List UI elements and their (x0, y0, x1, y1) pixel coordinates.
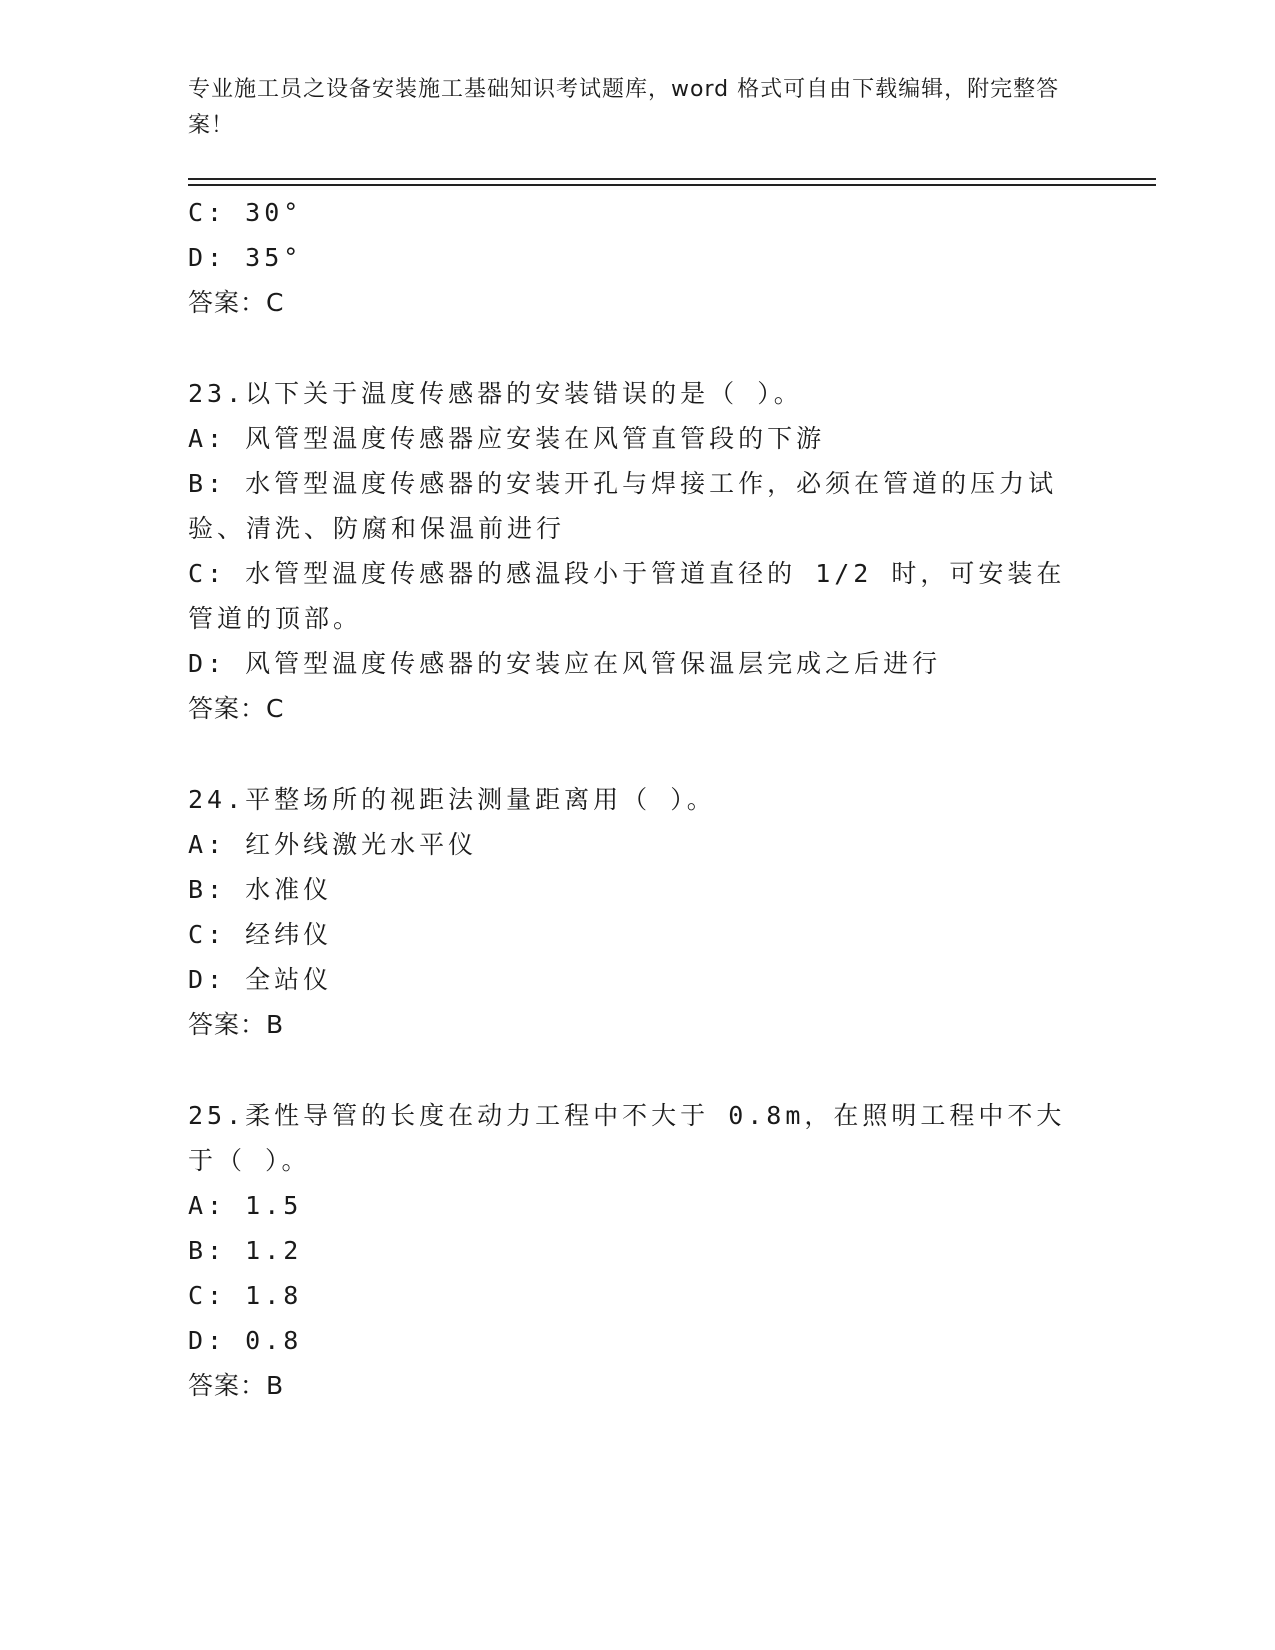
option-a: A: 1.5 (188, 1191, 303, 1220)
option-c: C: 1.8 (188, 1281, 303, 1310)
option-c: C: 水管型温度传感器的感温段小于管道直径的 1/2 时，可安装在管道的顶部。 (188, 559, 1066, 633)
question-stem: 25.柔性导管的长度在动力工程中不大于 0.8m，在照明工程中不大于（ ）。 (188, 1101, 1066, 1175)
question-stem: 23.以下关于温度传感器的安装错误的是（ ）。 (188, 379, 803, 408)
option-b: B: 水准仪 (188, 875, 333, 904)
option-b: B: 1.2 (188, 1236, 303, 1265)
option-d: D: 35° (188, 243, 303, 272)
question-25 (188, 1093, 1088, 1408)
option-d: D: 风管型温度传感器的安装应在风管保温层完成之后进行 (188, 649, 942, 678)
question-23 (188, 371, 1088, 731)
option-c: C: 经纬仪 (188, 920, 333, 949)
answer-line: 答案：B (188, 1371, 285, 1400)
question-spacer (188, 1047, 1088, 1093)
question-spacer (188, 325, 1088, 371)
option-c: C: 30° (188, 198, 303, 227)
answer-line: 答案：B (188, 1010, 285, 1039)
option-d: D: 0.8 (188, 1326, 303, 1355)
option-b: B: 水管型温度传感器的安装开孔与焊接工作，必须在管道的压力试验、清洗、防腐和保温前进行 (188, 469, 1058, 543)
document-header: 专业施工员之设备安装施工基础知识考试题库，word 格式可自由下载编辑，附完整答案！ (188, 77, 1060, 138)
answer-line: 答案：C (188, 288, 285, 317)
question-stem: 24.平整场所的视距法测量距离用（ ）。 (188, 785, 716, 814)
option-a: A: 红外线激光水平仪 (188, 830, 478, 859)
answer-line: 答案：C (188, 694, 285, 723)
question-22-continued (188, 190, 1088, 325)
header-divider-top (188, 178, 1156, 180)
question-list (188, 190, 1088, 1408)
question-24 (188, 777, 1088, 1047)
header-divider-bottom (188, 184, 1156, 186)
option-d: D: 全站仪 (188, 965, 333, 994)
option-a: A: 风管型温度传感器应安装在风管直管段的下游 (188, 424, 826, 453)
question-spacer (188, 731, 1088, 777)
